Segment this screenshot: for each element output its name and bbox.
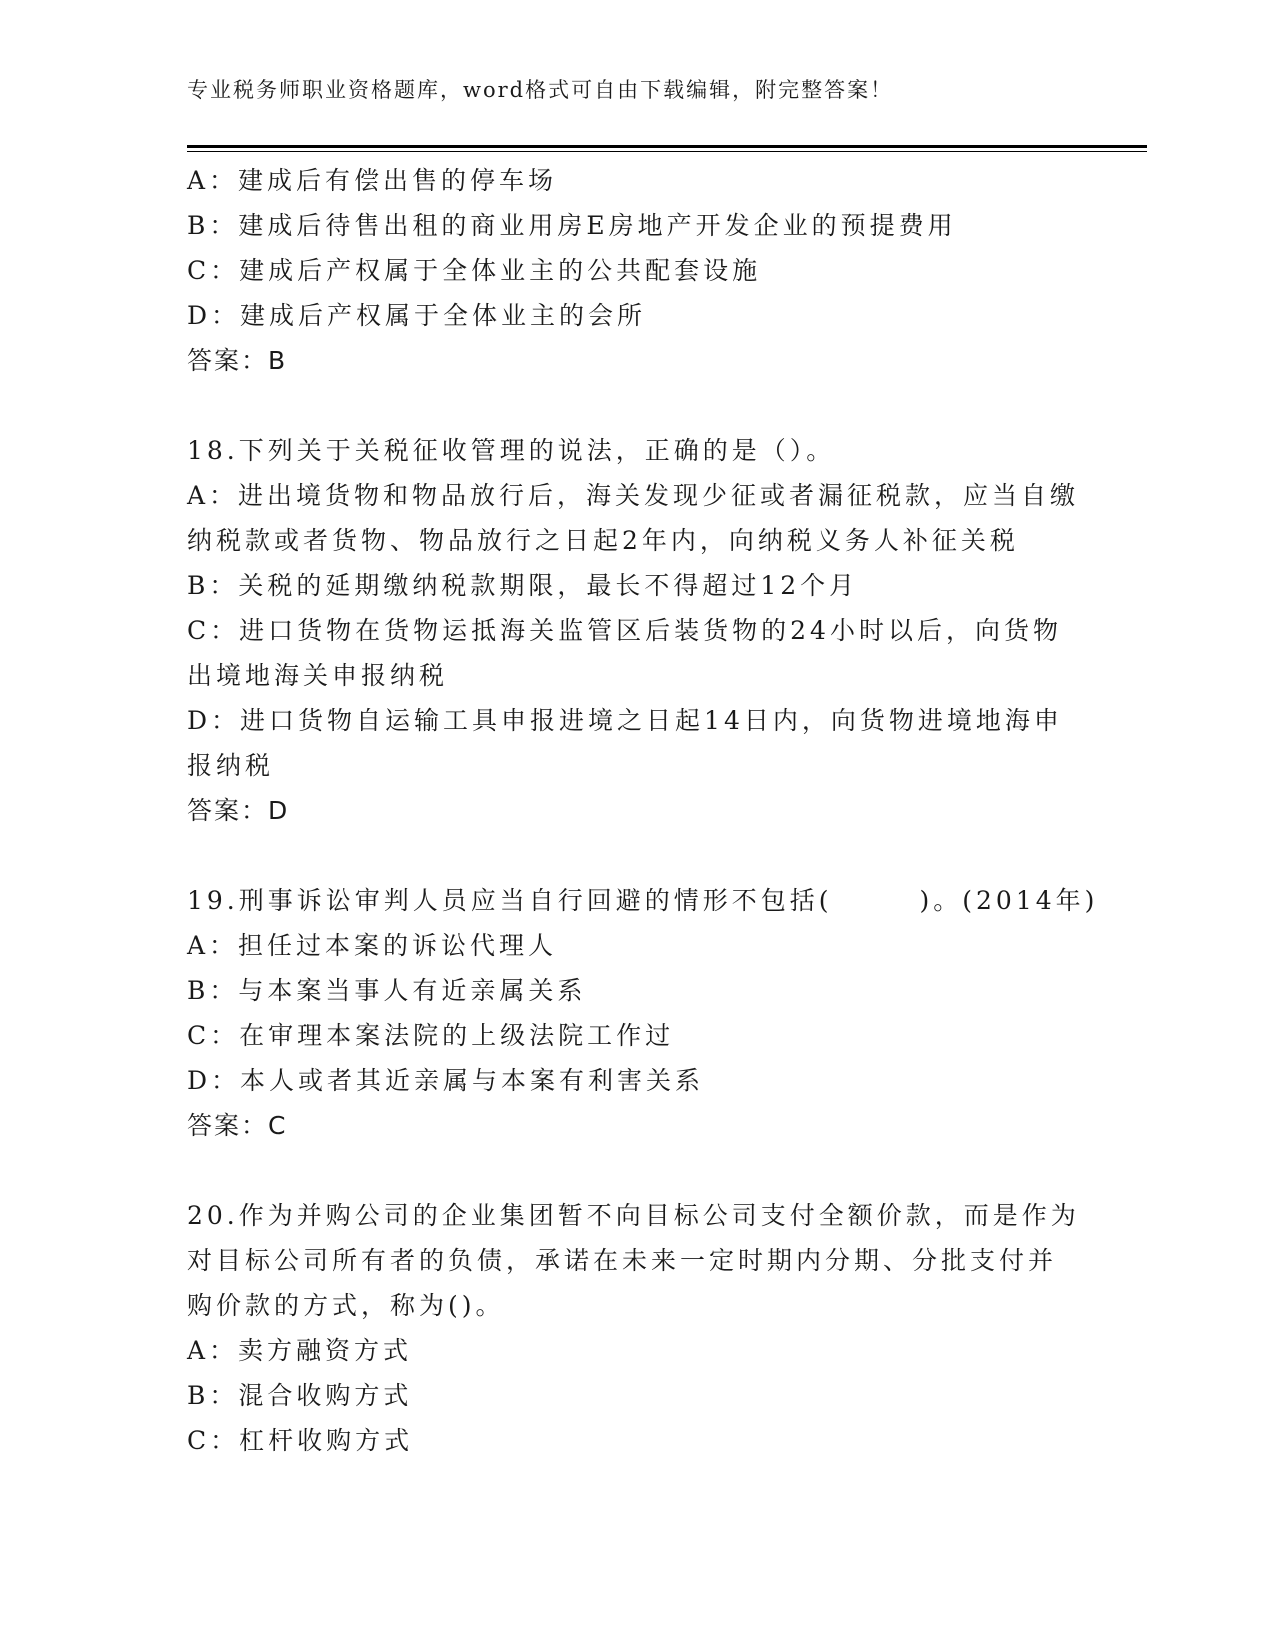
question-stem: 19.刑事诉讼审判人员应当自行回避的情形不包括( )。(2014年) — [187, 886, 1099, 915]
answer-option: B：建成后待售出租的商业用房E房地产开发企业的预提费用 — [187, 211, 957, 240]
question-stem: 20.作为并购公司的企业集团暂不向目标公司支付全额价款，而是作为 — [187, 1201, 1080, 1230]
answer-option: A：进出境货物和物品放行后，海关发现少征或者漏征税款，应当自缴 — [187, 481, 1080, 510]
answer-key: 答案：B — [187, 346, 288, 375]
header-rule-thin — [187, 151, 1147, 152]
question-block — [187, 158, 1087, 428]
answer-option: B：与本案当事人有近亲属关系 — [187, 976, 587, 1005]
question-stem: 18.下列关于关税征收管理的说法，正确的是（）。 — [187, 436, 836, 465]
answer-option: D：建成后产权属于全体业主的会所 — [187, 301, 647, 330]
answer-option: B：混合收购方式 — [187, 1381, 413, 1410]
spacer — [187, 383, 1087, 428]
answer-option: 纳税款或者货物、物品放行之日起2年内，向纳税义务人补征关税 — [187, 526, 1019, 555]
question-block — [187, 428, 1087, 878]
question-stem: 购价款的方式，称为()。 — [187, 1291, 505, 1320]
answer-option: 报纳税 — [187, 751, 275, 780]
answer-option: D：本人或者其近亲属与本案有利害关系 — [187, 1066, 705, 1095]
answer-option: A：担任过本案的诉讼代理人 — [187, 931, 558, 960]
document-header: 专业税务师职业资格题库，word格式可自由下载编辑，附完整答案！ — [187, 78, 894, 102]
question-list — [187, 158, 1099, 1463]
answer-option: C：杠杆收购方式 — [187, 1426, 414, 1455]
header-rule-thick — [187, 145, 1147, 148]
answer-option: 出境地海关申报纳税 — [187, 661, 449, 690]
spacer — [187, 1148, 1087, 1193]
spacer — [187, 833, 1087, 878]
answer-key: 答案：C — [187, 1111, 288, 1140]
answer-option: B：关税的延期缴纳税款期限，最长不得超过12个月 — [187, 571, 859, 600]
question-block — [187, 878, 1099, 1193]
answer-option: C：在审理本案法院的上级法院工作过 — [187, 1021, 675, 1050]
question-block — [187, 1193, 1087, 1463]
question-stem: 对目标公司所有者的负债，承诺在未来一定时期内分期、分批支付并 — [187, 1246, 1058, 1275]
answer-option: C：建成后产权属于全体业主的公共配套设施 — [187, 256, 762, 285]
answer-option: A：卖方融资方式 — [187, 1336, 413, 1365]
answer-option: C：进口货物在货物运抵海关监管区后装货物的24小时以后，向货物 — [187, 616, 1062, 645]
answer-key: 答案：D — [187, 796, 290, 825]
answer-option: A：建成后有偿出售的停车场 — [187, 166, 558, 195]
answer-option: D：进口货物自运输工具申报进境之日起14日内，向货物进境地海申 — [187, 706, 1063, 735]
